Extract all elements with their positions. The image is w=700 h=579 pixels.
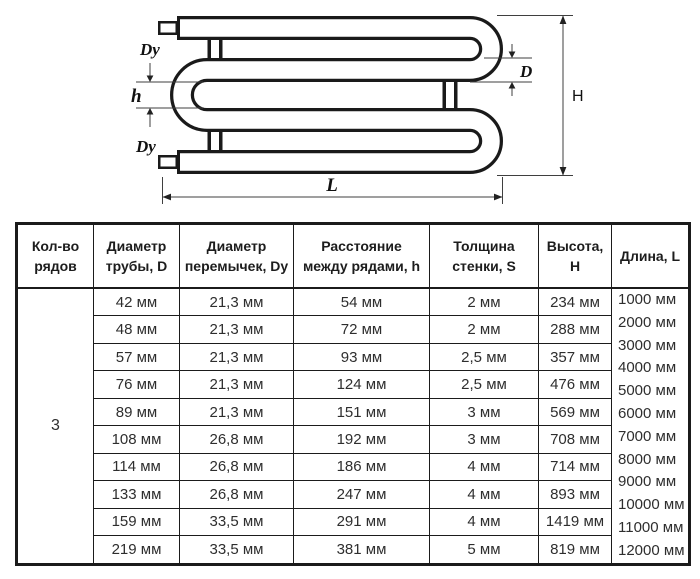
- table-cell: 114 мм: [94, 453, 180, 480]
- table-cell: 26,8 мм: [180, 426, 294, 453]
- header-row-count: Кол-во рядов: [17, 224, 94, 289]
- table-cell: 124 мм: [294, 371, 430, 398]
- label-height: H: [572, 88, 584, 105]
- table-cell: 1419 мм: [539, 508, 612, 535]
- table-row: [17, 371, 690, 398]
- table-row: [17, 453, 690, 480]
- table-cell: 42 мм: [94, 288, 180, 316]
- length-item: 12000 мм: [618, 541, 685, 559]
- header-height: Высота, H: [539, 224, 612, 289]
- table-cell: 3 мм: [430, 398, 539, 425]
- table-cell: 708 мм: [539, 426, 612, 453]
- table-cell: 57 мм: [94, 343, 180, 370]
- length-item: 6000 мм: [618, 404, 677, 422]
- table-cell: 2 мм: [430, 288, 539, 316]
- header-wall-thickness: Толщина стенки, S: [430, 224, 539, 289]
- table-cell: 4 мм: [430, 481, 539, 508]
- length-item: 1000 мм: [618, 291, 677, 308]
- table-cell: 819 мм: [539, 536, 612, 564]
- table-cell: 54 мм: [294, 288, 430, 316]
- length-item: 7000 мм: [618, 427, 677, 445]
- table-row: [17, 343, 690, 370]
- table-cell: 108 мм: [94, 426, 180, 453]
- label-dy-bottom: Dy: [136, 137, 156, 156]
- outlet-stub: [158, 155, 178, 169]
- table-cell: 2 мм: [430, 316, 539, 343]
- label-length: L: [326, 175, 338, 196]
- table-row: [17, 508, 690, 535]
- length-item: 11000 мм: [618, 518, 684, 536]
- header-jumper-diameter: Диаметр перемычек, Dy: [180, 224, 294, 289]
- table-cell: 714 мм: [539, 453, 612, 480]
- table-cell: 133 мм: [94, 481, 180, 508]
- table-row: [17, 536, 690, 564]
- table-cell: 2,5 мм: [430, 343, 539, 370]
- pipe-register-diagram: [0, 0, 700, 218]
- length-item: 8000 мм: [618, 450, 677, 468]
- table-cell: 76 мм: [94, 371, 180, 398]
- table-cell: 21,3 мм: [180, 288, 294, 316]
- label-d: D: [520, 62, 533, 81]
- table-cell: 569 мм: [539, 398, 612, 425]
- table-row: [17, 426, 690, 453]
- table-cell: 2,5 мм: [430, 371, 539, 398]
- length-item: 2000 мм: [618, 313, 677, 331]
- table-cell: 381 мм: [294, 536, 430, 564]
- length-item: 3000 мм: [618, 336, 677, 354]
- table-row: [17, 316, 690, 343]
- table-cell: 4 мм: [430, 453, 539, 480]
- table-cell: 4 мм: [430, 508, 539, 535]
- table-cell: 288 мм: [539, 316, 612, 343]
- table-cell: 93 мм: [294, 343, 430, 370]
- table-cell: 476 мм: [539, 371, 612, 398]
- table-cell: 247 мм: [294, 481, 430, 508]
- header-row-distance: Расстояние между рядами, h: [294, 224, 430, 289]
- table-cell: 21,3 мм: [180, 343, 294, 370]
- table-cell: 26,8 мм: [180, 453, 294, 480]
- table-cell: 21,3 мм: [180, 371, 294, 398]
- length-item: 4000 мм: [618, 359, 677, 377]
- table-cell: 3 мм: [430, 426, 539, 453]
- table-cell: 159 мм: [94, 508, 180, 535]
- label-dy-top: Dy: [140, 40, 160, 59]
- header-length: Длина, L: [612, 224, 690, 289]
- table-cell: 893 мм: [539, 481, 612, 508]
- table-cell: 26,8 мм: [180, 481, 294, 508]
- row-count-cell: 3: [17, 288, 94, 564]
- table-cell: 33,5 мм: [180, 536, 294, 564]
- length-item: 5000 мм: [618, 382, 677, 400]
- table-cell: 234 мм: [539, 288, 612, 316]
- table-cell: 21,3 мм: [180, 398, 294, 425]
- dimension-table: [15, 222, 691, 566]
- table-cell: 192 мм: [294, 426, 430, 453]
- table-row: [17, 398, 690, 425]
- length-item: 10000 мм: [618, 496, 685, 514]
- table-row: [17, 288, 690, 316]
- table-cell: 48 мм: [94, 316, 180, 343]
- jumper-pipes: [208, 28, 458, 162]
- table-body: [17, 288, 690, 564]
- table-cell: 89 мм: [94, 398, 180, 425]
- table-cell: 219 мм: [94, 536, 180, 564]
- header-pipe-diameter: Диаметр трубы, D: [94, 224, 180, 289]
- length-item: 9000 мм: [618, 473, 677, 491]
- table-cell: 186 мм: [294, 453, 430, 480]
- table-cell: 357 мм: [539, 343, 612, 370]
- table-cell: 5 мм: [430, 536, 539, 564]
- table-cell: 151 мм: [294, 398, 430, 425]
- table-cell: 21,3 мм: [180, 316, 294, 343]
- table-header: [17, 224, 690, 289]
- table-cell: 291 мм: [294, 508, 430, 535]
- length-cell: [612, 288, 690, 564]
- table-cell: 33,5 мм: [180, 508, 294, 535]
- table-row: [17, 481, 690, 508]
- inlet-stub: [158, 21, 178, 35]
- label-h: h: [131, 86, 142, 107]
- table-cell: 72 мм: [294, 316, 430, 343]
